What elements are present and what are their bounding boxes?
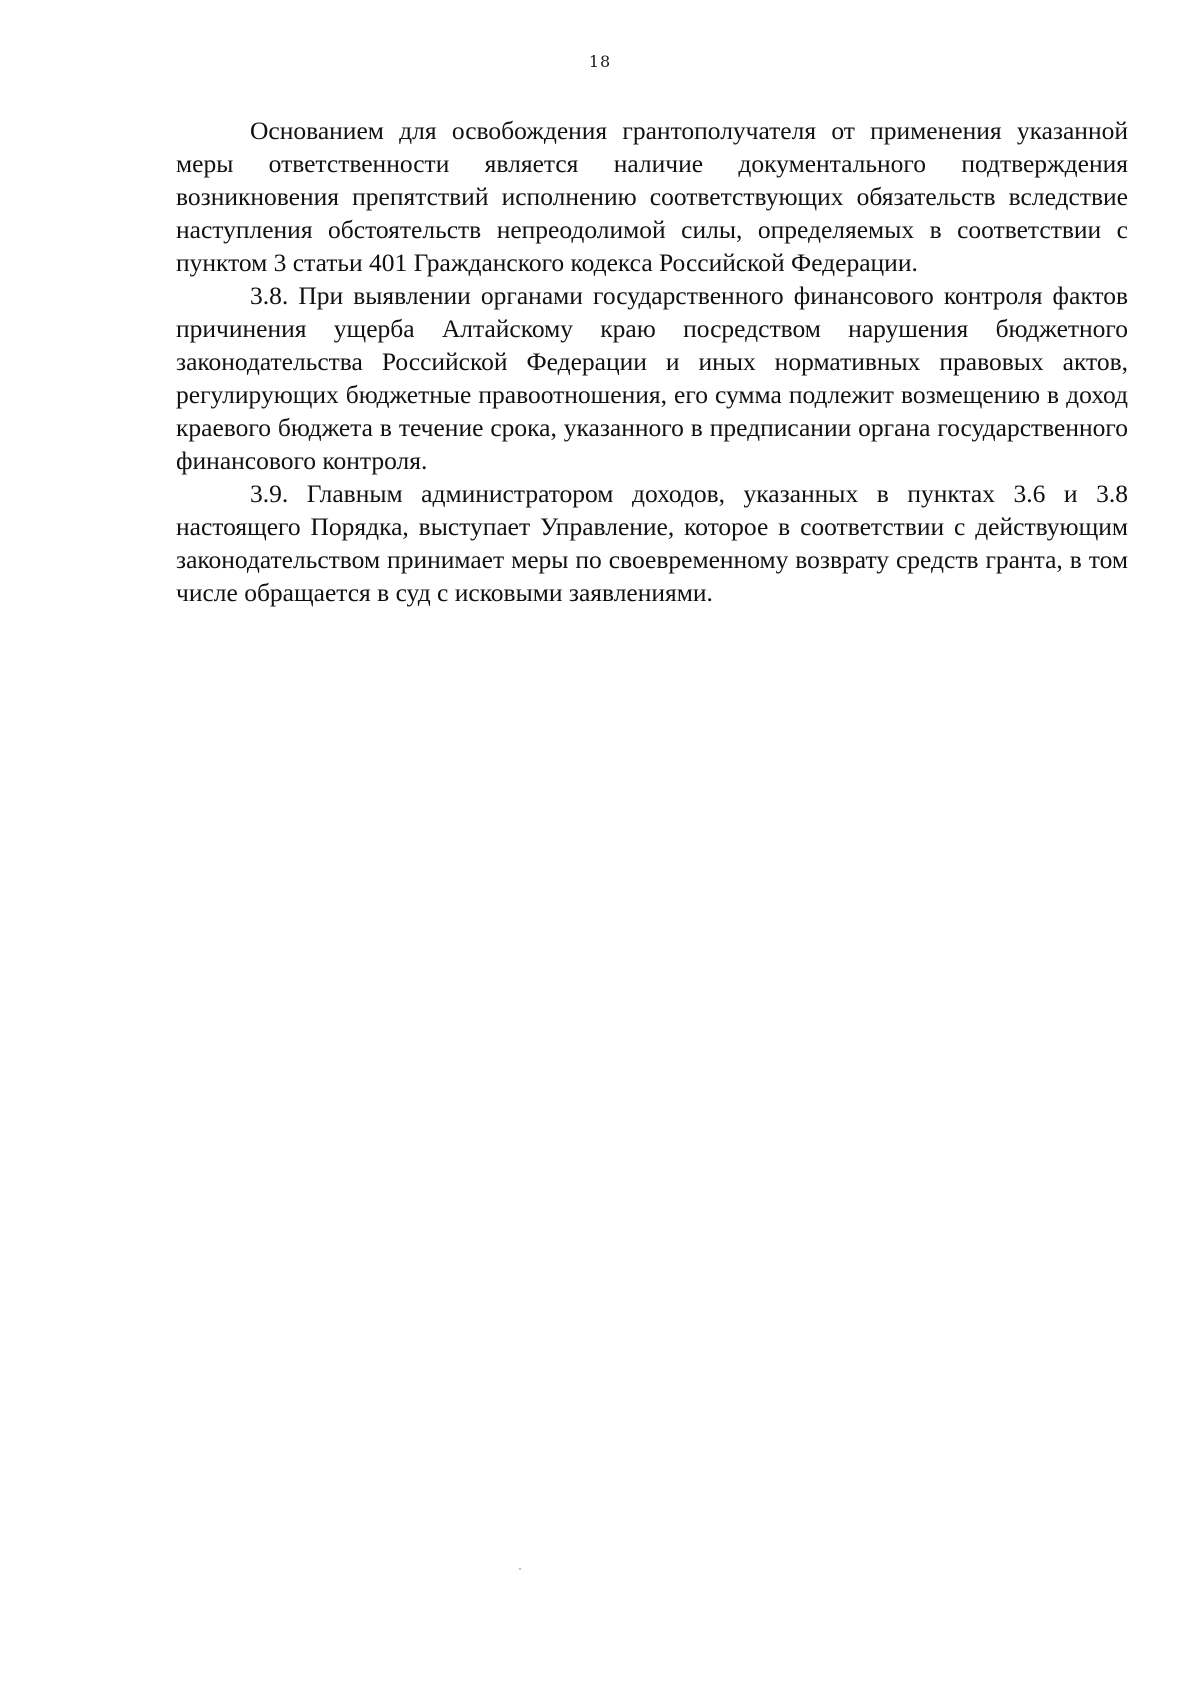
paragraph-3-9: 3.9. Главным администратором доходов, указанных в пунктах 3.6 и 3.8 настоящего Порядка, выступает Управление, которое в соответствии с действующим законодательством принимает меры по своевременному возврату средств гранта, в том числе обращается в суд с исковыми заявлениями.: [176, 479, 1128, 607]
scan-speck: [519, 1568, 521, 1570]
page-number: 18: [588, 52, 612, 71]
paragraph-force-majeure: Основанием для освобождения грантополучателя от применения указанной меры ответственности является наличие документального подтверждения возникновения препятствий исполнению соответствующих обязательств вследствие наступления обстоятельств непреодолимой силы, определяемых в соответствии с пунктом 3 статьи 401 Гражданского кодекса Российской Федерации.: [176, 116, 1128, 277]
document-body: [176, 114, 1128, 609]
paragraph-3-8: 3.8. При выявлении органами государственного финансового контроля фактов причинения ущерба Алтайскому краю посредством нарушения бюджетного законодательства Российской Федерации и иных нормативных правовых актов, регулирующих бюджетные правоотношения, его сумма подлежит возмещению в доход краевого бюджета в течение срока, указанного в предписании органа государственного финансового контроля.: [176, 281, 1128, 475]
